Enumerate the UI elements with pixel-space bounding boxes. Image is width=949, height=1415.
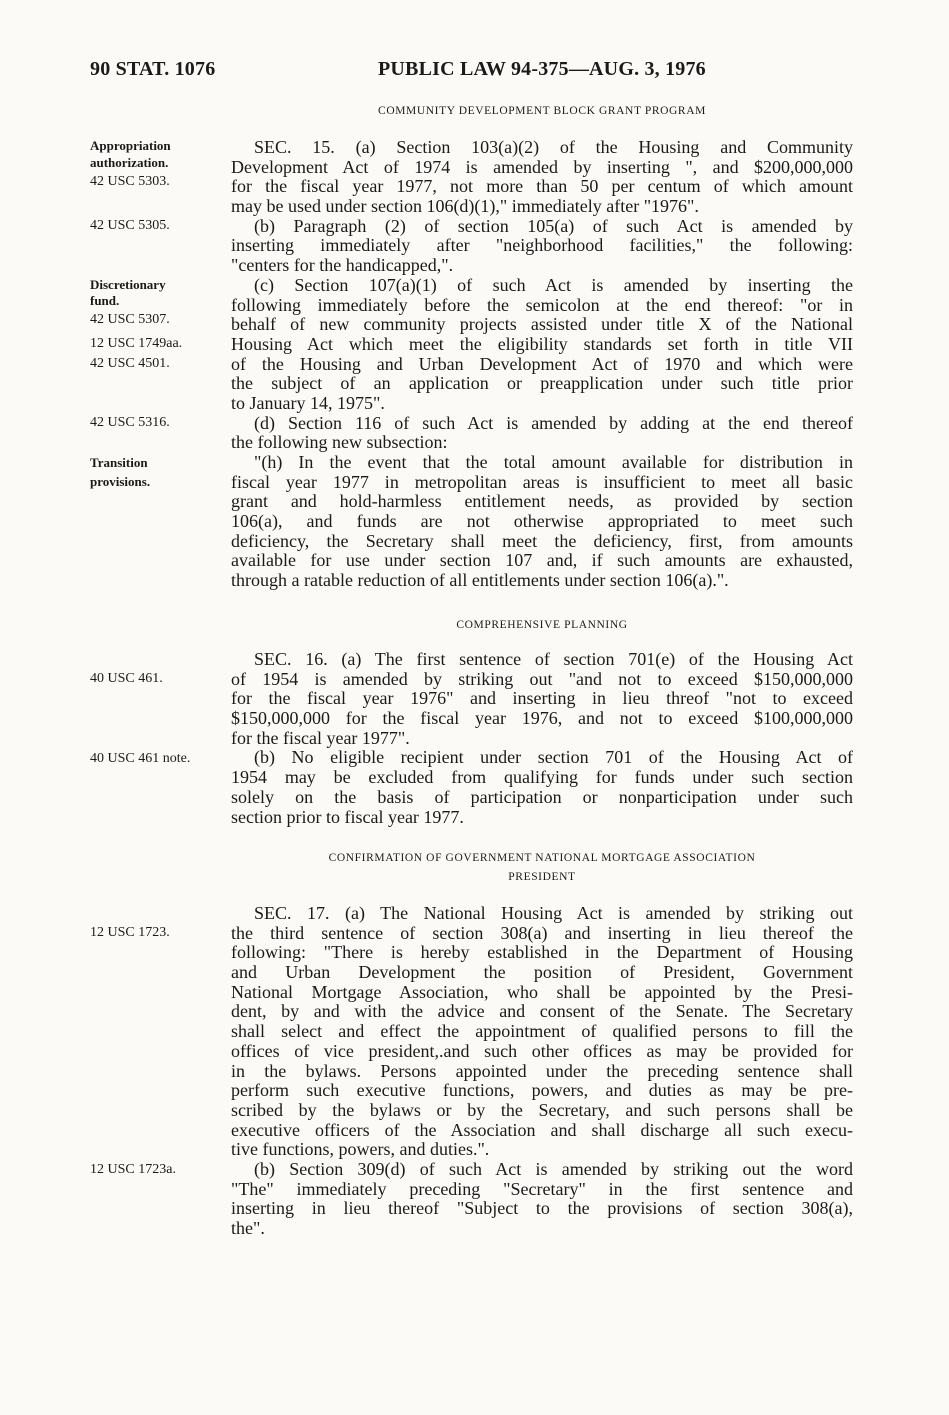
text-line: section prior to fiscal year 1977. <box>231 806 464 827</box>
text-line: of the Housing and Urban Development Act of 1970 and which were <box>231 353 853 374</box>
text-line: $150,000,000 for the fiscal year 1976, and not to exceed $100,000,000 <box>231 708 853 729</box>
text-line: for the fiscal year 1976" and inserting in lieu threof "not to exceed <box>231 688 853 709</box>
text-line: and Urban Development the position of President, Government <box>231 962 853 983</box>
margin-note: 42 USC 5305. <box>90 218 170 233</box>
text-line: executive officers of the Association and shall discharge all such execu- <box>231 1119 853 1140</box>
margin-note: Appropriation <box>90 138 171 153</box>
text-line: offices of vice president,.and such other offices as may be provided for <box>231 1040 853 1061</box>
text-line: grant and hold-harmless entitlement needs, as provided by section <box>231 491 853 512</box>
text-line: Development Act of 1974 is amended by inserting ", and $200,000,000 <box>231 156 853 177</box>
text-line: "(h) In the event that the total amount available for distribution in <box>254 452 853 472</box>
text-line: shall select and effect the appointment of qualified persons to fill the <box>231 1021 853 1042</box>
text-line: (c) Section 107(a)(1) of such Act is amended by inserting the <box>254 274 853 295</box>
section-17 <box>231 904 853 1239</box>
text-line: scribed by the bylaws or by the Secretary, and such persons shall be <box>231 1099 853 1120</box>
heading-gnma: CONFIRMATION OF GOVERNMENT NATIONAL MORTGAGE ASSOCIATION <box>328 852 756 864</box>
text-line: SEC. 15. (a) Section 103(a)(2) of the Housing and Community <box>254 137 853 157</box>
heading-planning: COMPREHENSIVE PLANNING <box>456 619 628 631</box>
text-line: inserting immediately after "neighborhood facilities," the following: <box>231 235 853 256</box>
text-line: fiscal year 1977 in metropolitan areas is insufficient to meet all basic <box>231 471 853 492</box>
text-line: to January 14, 1975". <box>231 392 385 413</box>
text-line: dent, by and with the advice and consent of the Senate. The Secretary <box>231 1001 853 1022</box>
text-line: through a ratable reduction of all entitlements under section 106(a).". <box>231 570 729 591</box>
text-line: in the bylaws. Persons appointed under the preceding sentence shall <box>231 1060 853 1081</box>
margin-note: 42 USC 5303. <box>90 174 170 189</box>
margin-note: 12 USC 1723. <box>90 925 170 940</box>
text-line: "centers for the handicapped,". <box>231 255 454 276</box>
margin-note: 40 USC 461. <box>90 671 163 686</box>
text-line: inserting in lieu thereof "Subject to the provisions of section 308(a), <box>231 1198 853 1219</box>
text-line: may be used under section 106(d)(1)," immediately after "1976". <box>231 196 699 217</box>
margin-note: 12 USC 1749aa. <box>90 336 183 351</box>
text-line: (d) Section 116 of such Act is amended by adding at the end thereof <box>254 412 853 433</box>
text-line: deficiency, the Secretary shall meet the deficiency, first, from amounts <box>231 530 853 551</box>
text-line: (b) No eligible recipient under section 701 of the Housing Act of <box>254 747 853 768</box>
text-line: behalf of new community projects assisted under title X of the National <box>231 314 853 335</box>
text-line: (b) Section 309(d) of such Act is amended by striking out the word <box>254 1158 853 1179</box>
section-16 <box>231 650 853 827</box>
text-line: the third sentence of section 308(a) and inserting in lieu thereof the <box>231 922 853 943</box>
text-line: available for use under section 107 and, if such amounts are exhausted, <box>231 550 853 571</box>
text-line: tive functions, powers, and duties.". <box>231 1139 490 1160</box>
margin-note: 42 USC 5307. <box>90 312 170 327</box>
text-line: solely on the basis of participation or nonparticipation under such <box>231 786 853 807</box>
margin-note: 42 USC 5316. <box>90 415 170 430</box>
margin-note: provisions. <box>90 474 151 489</box>
heading-cdbg: COMMUNITY DEVELOPMENT BLOCK GRANT PROGRAM <box>378 105 706 117</box>
margin-note: Discretionary <box>90 277 166 292</box>
text-line: SEC. 16. (a) The first sentence of section 701(e) of the Housing Act <box>254 649 853 669</box>
text-line: following: "There is hereby established in the Department of Housing <box>231 942 853 963</box>
text-line: 106(a), and funds are not otherwise appropriated to meet such <box>231 511 853 532</box>
text-line: SEC. 17. (a) The National Housing Act is amended by striking out <box>254 903 853 923</box>
text-line: following immediately before the semicolon at the end thereof: "or in <box>231 294 853 315</box>
margin-note: authorization. <box>90 155 169 170</box>
text-line: National Mortgage Association, who shall be appointed by the Presi- <box>231 981 853 1002</box>
margin-note: Transition <box>90 455 148 470</box>
text-line: the following new subsection: <box>231 432 448 453</box>
text-line: "The" immediately preceding "Secretary" in the first sentence and <box>231 1178 853 1199</box>
margin-note: 12 USC 1723a. <box>90 1162 176 1177</box>
text-line: the". <box>231 1218 265 1238</box>
text-line: (b) Paragraph (2) of section 105(a) of such Act is amended by <box>254 215 853 236</box>
margin-note: 42 USC 4501. <box>90 356 170 371</box>
text-line: Housing Act which meet the eligibility standards set forth in title VII <box>231 333 853 354</box>
text-line: for the fiscal year 1977, not more than 50 per centum of which amount <box>231 176 853 197</box>
margin-note: fund. <box>90 293 120 308</box>
text-line: the subject of an application or preapplication under such title prior <box>231 373 853 394</box>
text-line: of 1954 is amended by striking out "and not to exceed $150,000,000 <box>231 668 853 689</box>
text-line: for the fiscal year 1977". <box>231 727 410 748</box>
text-line: 1954 may be excluded from qualifying for funds under such section <box>231 767 853 788</box>
page-running-title: PUBLIC LAW 94-375—AUG. 3, 1976 <box>378 58 706 80</box>
section-15 <box>231 138 853 591</box>
text-line: perform such executive functions, powers, and duties as may be pre- <box>231 1080 853 1101</box>
heading-gnma-2: PRESIDENT <box>508 871 576 883</box>
page-stat-number: 90 STAT. 1076 <box>90 58 216 80</box>
margin-note: 40 USC 461 note. <box>90 751 191 766</box>
